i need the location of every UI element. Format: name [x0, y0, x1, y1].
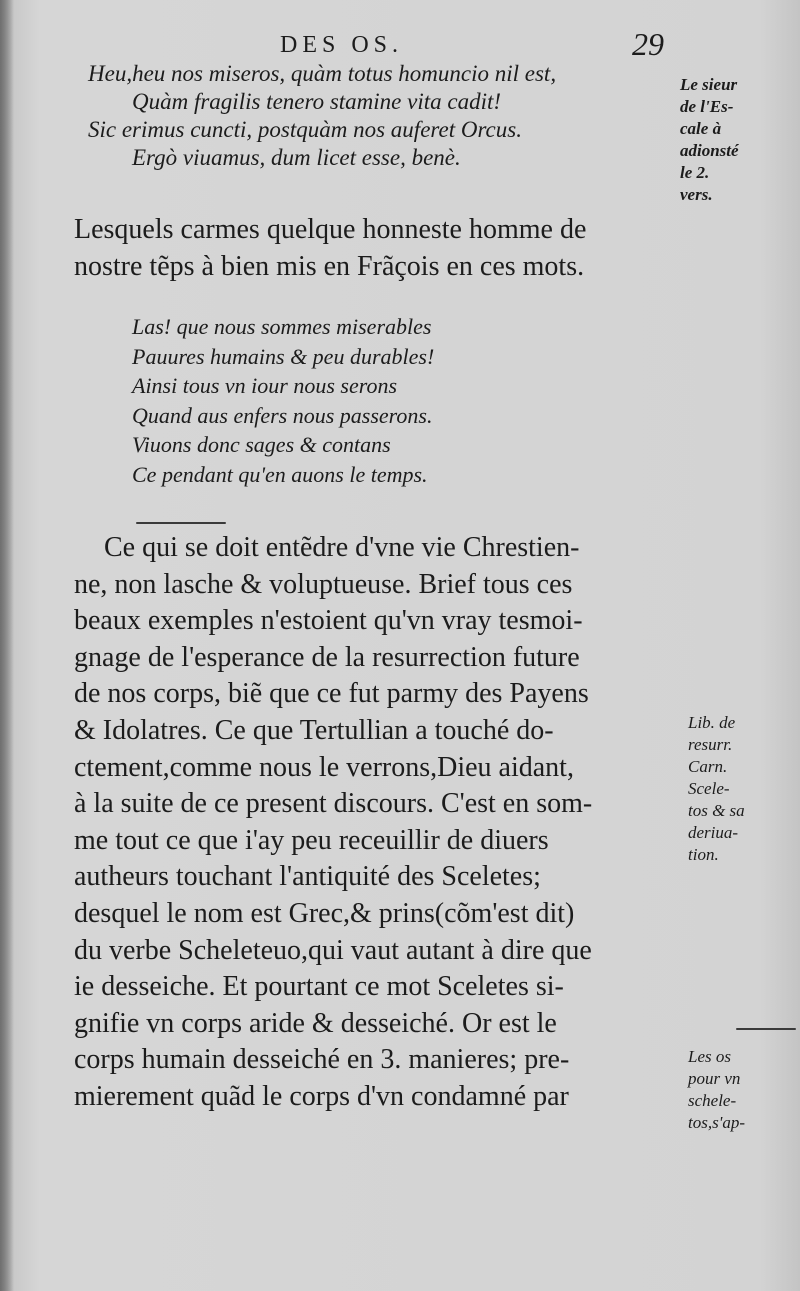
french-verse [132, 312, 434, 489]
margin-note-line: tos,s'ap- [688, 1113, 746, 1132]
margin-note-escale [680, 74, 739, 206]
margin-note-os [688, 1046, 745, 1134]
prose-line: gnage de l'esperance de la resurrection future [74, 641, 580, 673]
page-number: 29 [632, 26, 664, 62]
spine-shadow [0, 0, 14, 1291]
margin-note-line: Les os [688, 1047, 731, 1066]
prose-line: ne, non lasche & voluptueuse. Brief tous ces [74, 568, 573, 600]
prose-line: ie desseiche. Et pourtant ce mot Sceletes si- [74, 971, 564, 1003]
prose-line: nostre tẽps à bien mis en Frãçois en ces mots. [74, 250, 585, 282]
running-head [0, 24, 800, 64]
margin-note-line: vers. [680, 185, 713, 204]
verse-line: Ergò viuamus, dum licet esse, benè. [132, 145, 461, 170]
prose-line: beaux exemples n'estoient qu'vn vray tesmoi- [74, 605, 583, 637]
verse-line: Viuons donc sages & contans [132, 432, 391, 457]
verse-line: Heu,heu nos miseros, quàm totus homuncio nil est, [88, 61, 557, 86]
latin-verse [88, 60, 556, 172]
margin-note-line: resurr. [688, 735, 733, 754]
margin-note-line: Le sieur [680, 75, 738, 94]
prose-line: & Idolatres. Ce que Tertullian a touché do- [74, 714, 554, 746]
margin-note-line: tion. [688, 845, 719, 864]
verse-line: Ce pendant qu'en auons le temps. [132, 461, 428, 487]
ink-stroke [736, 1028, 796, 1030]
margin-note-line: tos & sa [688, 801, 745, 820]
ink-stroke [136, 522, 226, 524]
intro-paragraph [74, 212, 586, 285]
margin-note-line: Lib. de [688, 713, 736, 732]
margin-note-line: Scele- [688, 779, 730, 798]
prose-line: autheurs touchant l'antiquité des Sceletes; [74, 861, 541, 893]
margin-note-line: schele- [688, 1091, 737, 1110]
margin-note-line: de l'Es- [680, 97, 734, 116]
prose-line: Lesquels carmes quelque honneste homme de [74, 214, 587, 245]
verse-line: Pauures humains & peu durables! [132, 343, 435, 369]
prose-line: mierement quãd le corps d'vn condamné par [74, 1080, 569, 1112]
margin-note-resurrection [688, 712, 745, 866]
prose-line: de nos corps, biẽ que ce fut parmy des Payens [74, 678, 589, 710]
verse-line: Las! que nous sommes miserables [132, 314, 432, 339]
prose-line: desquel le nom est Grec,& prins(cõm'est dit) [74, 897, 575, 929]
verse-line: Ainsi tous vn iour nous serons [132, 373, 398, 398]
prose-line: ctement,comme nous le verrons,Dieu aidant, [74, 751, 574, 783]
margin-note-line: cale à [680, 119, 722, 138]
prose-line: Ce qui se doit entẽdre d'vne vie Chrestien- [104, 532, 580, 563]
verse-line: Sic erimus cuncti, postquàm nos auferet Orcus. [88, 117, 522, 142]
margin-note-line: adionsté [680, 141, 739, 160]
main-paragraph [74, 530, 592, 1116]
margin-note-line: Carn. [688, 757, 728, 776]
prose-line: à la suite de ce present discours. C'est en som- [74, 788, 593, 820]
prose-line: du verbe Scheleteuo,qui vaut autant à dire que [74, 934, 592, 966]
verse-line: Quàm fragilis tenero stamine vita cadit! [132, 89, 502, 114]
running-title: DES OS. [280, 32, 404, 58]
prose-line: me tout ce que i'ay peu receuillir de diuers [74, 824, 549, 856]
verse-line: Quand aus enfers nous passerons. [132, 402, 433, 428]
prose-line: corps humain desseiché en 3. manieres; pre- [74, 1044, 570, 1076]
prose-line: gnifie vn corps aride & desseiché. Or est le [74, 1007, 557, 1039]
margin-note-line: deriua- [688, 823, 739, 842]
margin-note-line: pour vn [688, 1069, 741, 1088]
margin-note-line: le 2. [680, 163, 710, 182]
